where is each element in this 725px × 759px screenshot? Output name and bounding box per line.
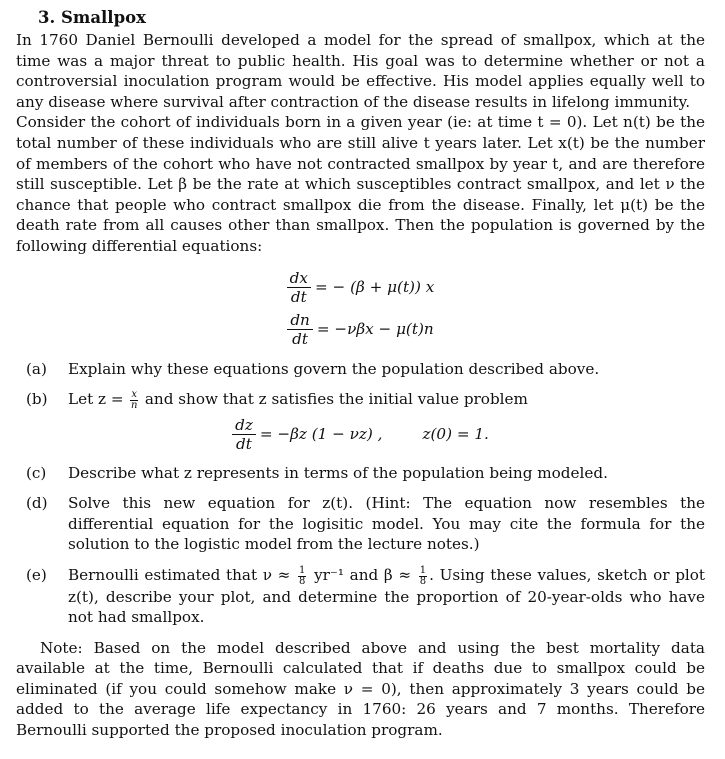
question-text xyxy=(68,389,705,411)
question-b-post: and show that z satisfies the initial value problem xyxy=(144,390,528,409)
fraction-denominator: 8 xyxy=(299,575,306,587)
question-e-pre: Bernoulli estimated that ν ≈ xyxy=(68,566,291,584)
question-list xyxy=(16,359,705,628)
fraction-numerator: 1 xyxy=(419,564,427,576)
fraction-one-eighth xyxy=(298,566,306,587)
question-c xyxy=(16,463,705,484)
fraction-numerator: dz xyxy=(232,416,256,435)
initial-condition: z(0) = 1. xyxy=(422,425,489,444)
question-label: (d) xyxy=(26,494,48,513)
fraction-denominator: n xyxy=(130,399,138,411)
fraction-denominator: dt xyxy=(292,330,308,349)
fraction-denominator: dt xyxy=(290,288,307,307)
differential-equations xyxy=(16,267,705,351)
fraction-dx-dt xyxy=(287,269,311,306)
question-label: (c) xyxy=(26,463,47,482)
question-text: Describe what z represents in terms of the population being modeled. xyxy=(68,463,608,482)
equation-dn-dt xyxy=(16,309,705,351)
fraction-numerator: 1 xyxy=(299,564,306,576)
equation-rhs: = −νβx − μ(t)n xyxy=(316,320,434,339)
question-a xyxy=(16,359,705,380)
equation-rhs: = − (β + μ(t)) x xyxy=(314,278,435,297)
fraction-dz-dt xyxy=(232,416,256,453)
question-b-pre: Let z = xyxy=(68,390,124,409)
intro-paragraph-1: In 1760 Daniel Bernoulli developed a model for the spread of smallpox, which at the time was a major threat to public health. His goal was to determine whether or not a controversial inoculation program would be effective. His model applies equally well to any disease where survival after contraction of the disease results in lifelong immunity. xyxy=(16,31,705,111)
fraction-numerator: dn xyxy=(287,311,313,330)
equation-dx-dt xyxy=(16,267,705,309)
question-text: Solve this new equation for z(t). (Hint: The equation now resembles the differential equation for the logisitic model. You may cite the formula for the solution to the logistic model from the lecture notes.) xyxy=(68,494,705,554)
equation-rhs: = −βz (1 − νz) , xyxy=(259,425,383,444)
fraction-denominator: 8 xyxy=(419,575,427,587)
fraction-x-over-n xyxy=(130,390,138,411)
question-label: (e) xyxy=(26,566,47,584)
fraction-numerator: x xyxy=(131,388,138,400)
question-label: (a) xyxy=(26,359,47,378)
question-text: Explain why these equations govern the population described above. xyxy=(68,359,600,378)
question-label: (b) xyxy=(26,390,48,409)
question-e xyxy=(16,565,705,628)
question-text xyxy=(68,565,705,628)
question-b xyxy=(16,389,705,411)
intro-paragraph-2: Consider the cohort of individuals born in a given year (ie: at time t = 0). Let n(t) be the total number of these individuals who are still alive t years later. Let x(t) be the number of members of the cohort who have not contracted smallpox by year t, and are therefore still susceptible. Let β be the rate at which susceptibles contract smallpox, and let ν the chance that people who contract smallpox die from the disease. Finally, let μ(t) be the death rate from all causes other than smallpox. Then the population is governed by the following differential equations: xyxy=(16,113,705,255)
question-d xyxy=(16,493,705,555)
fraction-denominator: dt xyxy=(236,435,252,454)
fraction-one-eighth xyxy=(419,566,427,587)
question-e-post: . Using these values, sketch or plot z(t), describe your plot, and determine the proportion of 20-year-olds who have not had smallpox. xyxy=(68,566,706,627)
fraction-numerator: dx xyxy=(287,269,311,288)
question-e-mid: yr⁻¹ and β ≈ xyxy=(314,566,412,584)
fraction-dn-dt xyxy=(287,311,313,348)
section-title: 3. Smallpox xyxy=(38,8,146,27)
note-paragraph: Note: Based on the model described above and using the best mortality data available at the time, Bernoulli calculated that if deaths due to smallpox could be eliminated (if you could somehow make ν = 0), then approximately 3 years could be added to the average life expectancy in 1760: 26 years and 7 months. Therefore Bernoulli supported the proposed inoculation program. xyxy=(16,638,705,740)
equation-dz-dt xyxy=(16,413,705,457)
